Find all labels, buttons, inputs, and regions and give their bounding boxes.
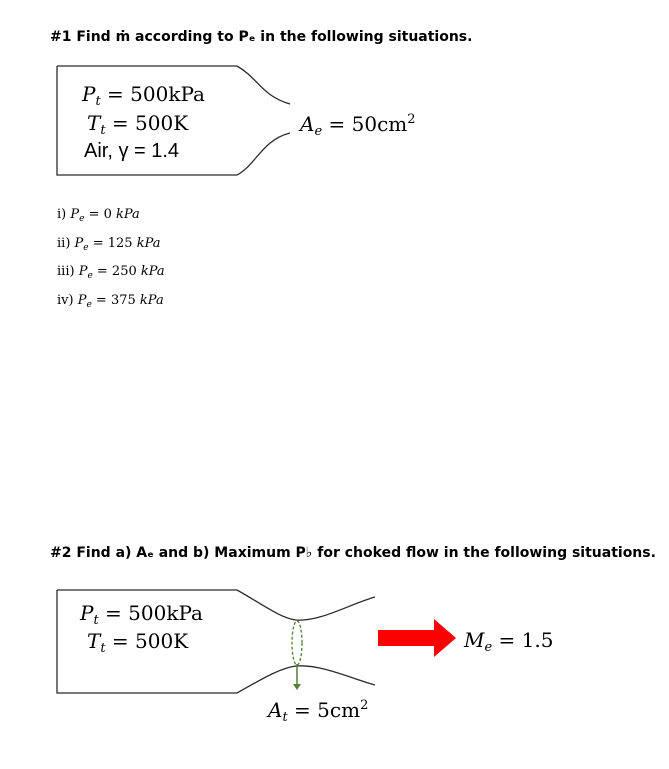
p2-tt-line: $T_t = 500K$ xyxy=(87,629,189,656)
p1-nozzle-top-wall xyxy=(237,66,290,104)
p2-pt-line: $P_t = 500kPa$ xyxy=(80,601,203,628)
problem1-heading: #1 Find ṁ according to Pₑ in the following situations. xyxy=(50,29,473,45)
p2-throat-arrowhead xyxy=(293,684,301,690)
p1-item-3: iii) $P_e = 250$ kPa xyxy=(57,264,165,281)
p1-item-4: iv) $P_e = 375$ kPa xyxy=(57,293,164,310)
p2-mach-number: $M_e = 1.5$ xyxy=(464,628,554,655)
p1-tt-line: $T_t = 500K$ xyxy=(87,111,189,138)
p2-nozzle-top-wall xyxy=(237,590,375,620)
p2-throat-ellipse xyxy=(292,621,302,665)
p1-pt-line: $P_t = 500kPa$ xyxy=(82,82,205,109)
p1-item-1: i) $P_e = 0$ kPa xyxy=(57,207,140,224)
p2-nozzle-bottom-wall xyxy=(237,666,375,693)
p1-gas-line: Air, γ = 1.4 xyxy=(84,140,180,162)
p1-item-2: ii) $P_e = 125$ kPa xyxy=(57,236,161,253)
p1-nozzle-bottom-wall xyxy=(237,133,290,175)
problem2-heading: #2 Find a) Aₑ and b) Maximum P♭ for choked flow in the following situations. xyxy=(50,545,656,561)
p2-throat-area: $A_t = 5cm^2$ xyxy=(268,698,369,725)
p2-red-arrow xyxy=(378,619,456,657)
p1-exit-area: $A_e = 50cm^2$ xyxy=(300,112,416,139)
